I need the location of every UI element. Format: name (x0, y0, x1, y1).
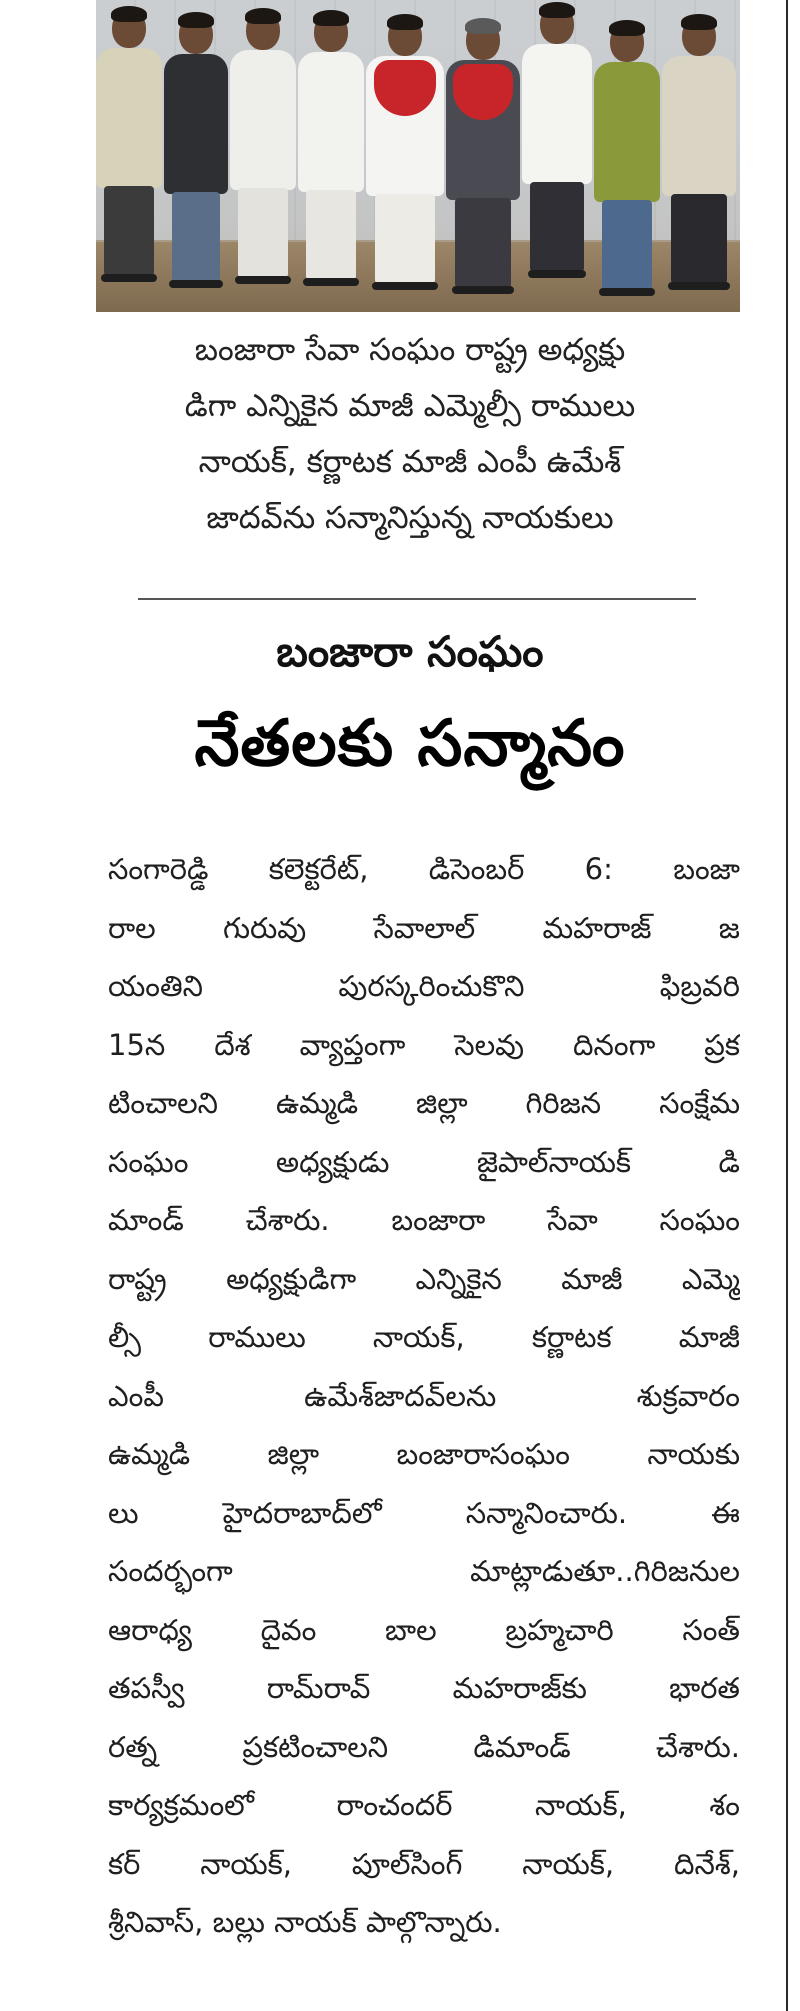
kicker-headline: బంజారా సంఘం (276, 627, 544, 676)
body-line: శ్రీనివాస్, బల్లు నాయక్ పాల్గొన్నారు. (108, 1905, 502, 1939)
article-body (108, 840, 740, 1952)
body-line: మాండ్ చేశారు. బంజారా సేవా సంఘం (108, 1203, 740, 1237)
photo-person-8 (594, 22, 660, 298)
photo-person-9 (662, 16, 736, 298)
body-line: రాష్ట్ర అధ్యక్షుడిగా ఎన్నికైన మాజీ ఎమ్మె (108, 1261, 740, 1296)
photo-person-7 (522, 4, 592, 298)
column-rule (786, 0, 788, 2011)
body-line: యంతిని పురస్కరించుకొని ఫిబ్రవరి (108, 969, 740, 1003)
body-line: రాల గురువు సేవాలాల్ మహరాజ్ జ (108, 910, 740, 945)
photo-person-6 (446, 20, 520, 298)
photo-caption (100, 322, 720, 546)
body-line: సందర్భంగా మాట్లాడుతూ..గిరిజనుల (108, 1554, 740, 1588)
body-line: సంగారెడ్డి కలెక్టరేట్, డిసెంబర్ 6: బంజా (108, 852, 740, 886)
caption-line: డిగా ఎన్నికైన మాజీ ఎమ్మెల్సీ రాములు (184, 388, 636, 424)
photo-person-2 (164, 14, 228, 298)
news-photo (96, 0, 740, 312)
body-line: తపస్వీ రామ్‌రావ్ మహరాజ్‌కు భారత (108, 1671, 740, 1705)
body-line: ల్సీ రాములు నాయక్, కర్ణాటక మాజీ (108, 1320, 740, 1354)
body-line: కార్యక్రమంలో రాంచందర్ నాయక్, శం (108, 1788, 740, 1822)
caption-line: నాయక్, కర్ణాటక మాజీ ఎంపీ ఉమేశ్ (198, 444, 622, 480)
body-line: ఉమ్మడి జిల్లా బంజారాసంఘం నాయకు (108, 1437, 740, 1471)
photo-person-3 (230, 10, 296, 298)
caption-line: జాదవ్‌ను సన్మానిస్తున్న నాయకులు (206, 500, 614, 536)
body-line: రత్న ప్రకటించాలని డిమాండ్ చేశారు. (108, 1729, 740, 1764)
body-line: కర్ నాయక్, పూల్‌సింగ్ నాయక్, దినేశ్, (108, 1846, 740, 1881)
main-headline: నేతలకు సన్మానం (194, 707, 626, 781)
caption-line: బంజారా సేవా సంఘం రాష్ట్ర అధ్యక్షు (194, 332, 626, 368)
body-line: లు హైదరాబాద్‌లో సన్మానించారు. ఈ (108, 1495, 740, 1530)
photo-person-1 (96, 8, 162, 298)
body-line: ఆరాధ్య దైవం బాల బ్రహ్మచారి సంత్ (108, 1612, 740, 1647)
body-line: సంఘం అధ్యక్షుడు జైపాల్‌నాయక్ డి (108, 1144, 740, 1179)
body-line: టించాలని ఉమ్మడి జిల్లా గిరిజన సంక్షేమ (108, 1086, 740, 1120)
photo-person-5 (366, 16, 444, 298)
photo-person-4 (298, 12, 364, 298)
body-line: 15న దేశ వ్యాప్తంగా సెలవు దినంగా ప్రక (108, 1027, 740, 1062)
body-line: ఎంపీ ఉమేశ్‌జాదవ్‌లను శుక్రవారం (108, 1378, 740, 1413)
caption-divider (138, 598, 696, 600)
